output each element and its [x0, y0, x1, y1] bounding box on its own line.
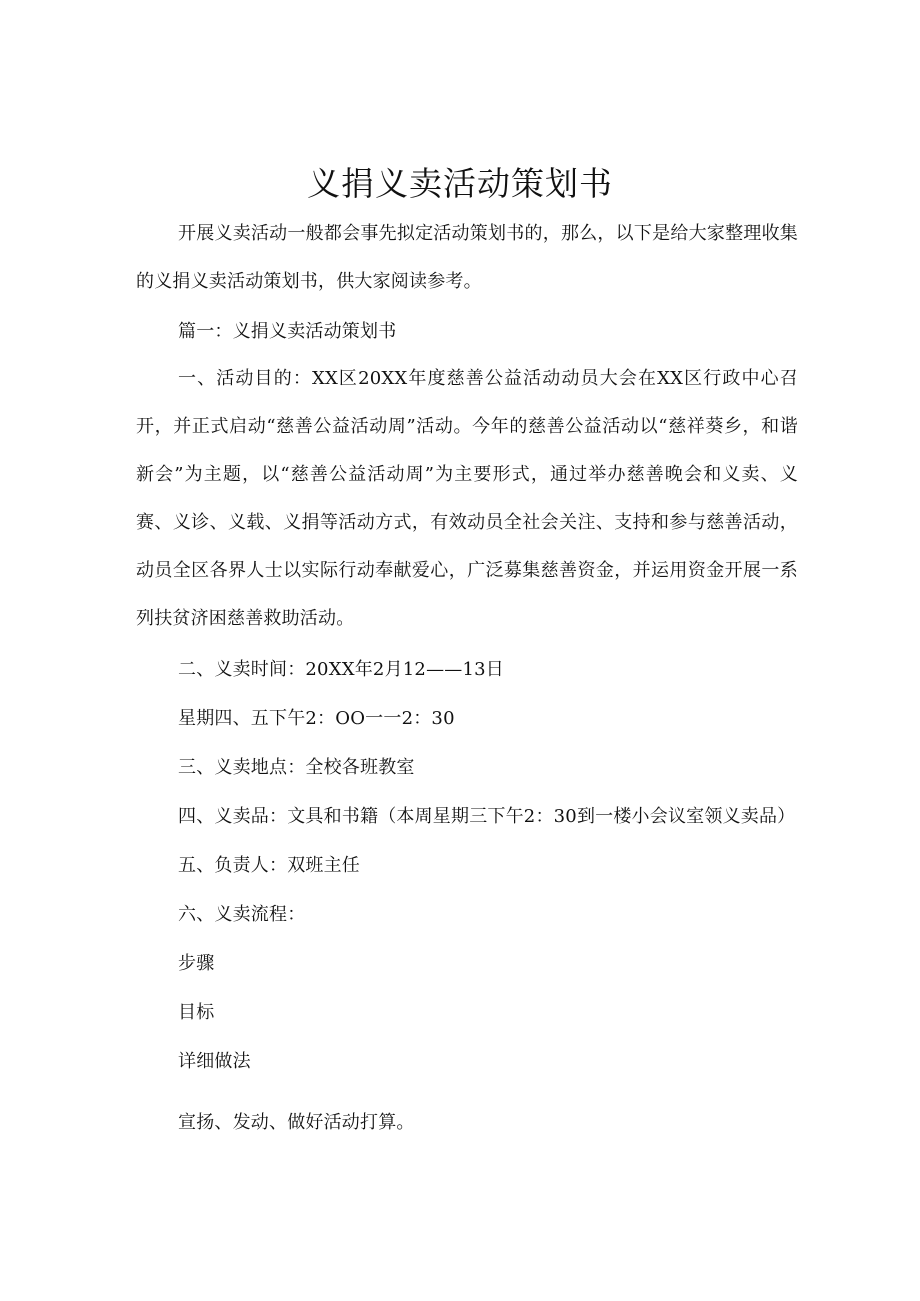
article-heading: 篇一：义捐义卖活动策划书 — [178, 321, 397, 342]
process-line: 六、义卖流程： — [178, 904, 306, 925]
publicity-line: 宣扬、发动、做好活动打算。 — [178, 1112, 415, 1133]
items-line: 四、义卖品：文具和书籍（本周星期三下午2：30到一楼小会议室领义卖品） — [178, 806, 796, 827]
time-line: 二、义卖时间：20XX年2月12——13日 — [178, 659, 504, 680]
step-line: 步骤 — [178, 953, 215, 974]
document-title: 义捐义卖活动策划书 — [307, 164, 613, 204]
time-detail-line: 星期四、五下午2：OO一一2：30 — [178, 708, 455, 729]
goal-line: 目标 — [178, 1002, 215, 1023]
place-line: 三、义卖地点：全校各班教室 — [178, 757, 415, 778]
intro-paragraph: 开展义卖活动一般都会事先拟定活动策划书的，那么，以下是给大家整理收集的义捐义卖活动策划书，供大家阅读参考。 — [136, 223, 798, 292]
purpose-section — [136, 355, 798, 643]
purpose-paragraph: 一、活动目的：XX区20XX年度慈善公益活动动员大会在XX区行政中心召开，并正式启动“慈善公益活动周”活动。今年的慈善公益活动以“慈祥葵乡，和谐新会”为主题，以“慈善公益活动周”为主要形式，通过举办慈善晚会和义卖、义赛、义诊、义载、义捐等活动方式，有效动员全社会关注、支持和参与慈善活动，动员全区各界人士以实际行动奉献爱心，广泛募集慈善资金，并运用资金开展一系列扶贫济困慈善救助活动。 — [136, 368, 798, 629]
intro-section — [136, 210, 798, 306]
method-line: 详细做法 — [178, 1051, 251, 1072]
person-line: 五、负责人：双班主任 — [178, 855, 360, 876]
